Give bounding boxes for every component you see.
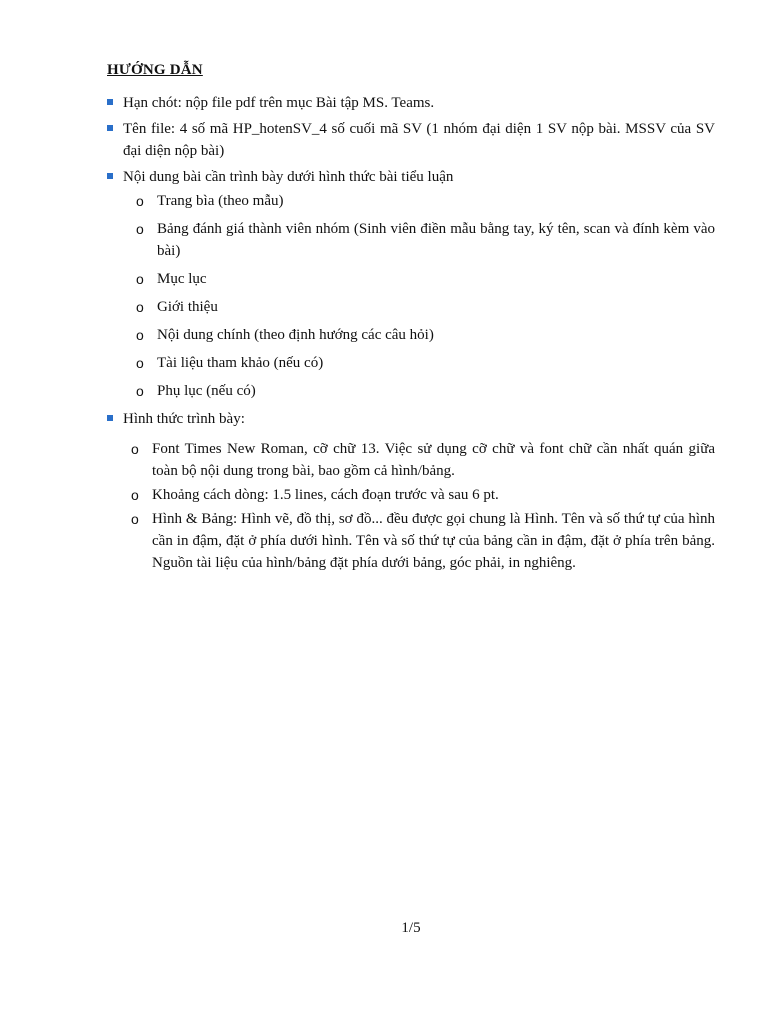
- sub-list-item: [123, 190, 715, 212]
- sub-list-item: [123, 324, 715, 346]
- instruction-list: [107, 92, 715, 578]
- sub-item-text: Khoảng cách dòng: 1.5 lines, cách đoạn trước và sau 6 pt.: [152, 487, 499, 503]
- circle-bullet-icon: o: [136, 383, 144, 399]
- square-bullet-icon: [107, 99, 113, 105]
- sub-item-text: Hình & Bảng: Hình vẽ, đồ thị, sơ đồ... đều được gọi chung là Hình. Tên và số thứ tự của hình cần in đậm, đặt ở phía dưới hình. Tên và số thứ tự của bảng cần in đậm, đặt ở phía trên bảng. Nguồn tài liệu của hình/bảng đặt phía dưới bảng, góc phải, in nghiêng.: [152, 511, 715, 571]
- list-item-text: Hạn chót: nộp file pdf trên mục Bài tập MS. Teams.: [123, 95, 435, 111]
- circle-bullet-icon: o: [131, 441, 139, 457]
- sub-list-item: [123, 484, 715, 506]
- circle-bullet-icon: o: [136, 221, 144, 237]
- sub-item-text: Tài liệu tham khảo (nếu có): [157, 355, 324, 371]
- sub-list-item: [123, 352, 715, 374]
- sub-item-text: Font Times New Roman, cỡ chữ 13. Việc sử dụng cỡ chữ và font chữ cần nhất quán giữa toàn bộ nội dung trong bài, bao gồm cả hình/bảng.: [152, 441, 715, 479]
- list-item: [107, 92, 715, 114]
- square-bullet-icon: [107, 125, 113, 131]
- circle-bullet-icon: o: [136, 327, 144, 343]
- sub-list-item: [123, 508, 715, 574]
- circle-bullet-icon: o: [131, 511, 139, 527]
- document-heading: HƯỚNG DẪN: [107, 62, 203, 78]
- sub-item-text: Trang bìa (theo mẫu): [157, 193, 284, 209]
- sub-list-item: [123, 380, 715, 402]
- list-item-text: Tên file: 4 số mã HP_hotenSV_4 số cuối mã SV (1 nhóm đại diện 1 SV nộp bài. MSSV của SV đại diện nộp bài): [123, 121, 715, 159]
- sub-item-text: Giới thiệu: [157, 299, 218, 315]
- page-number: 1/5: [401, 920, 421, 936]
- format-sublist: [123, 438, 715, 574]
- sub-list-item: [123, 296, 715, 318]
- circle-bullet-icon: o: [136, 193, 144, 209]
- content-sublist: [123, 190, 715, 402]
- circle-bullet-icon: o: [136, 299, 144, 315]
- circle-bullet-icon: o: [131, 487, 139, 503]
- sub-item-text: Phụ lục (nếu có): [157, 383, 256, 399]
- sub-list-item: [123, 438, 715, 482]
- list-item: [107, 408, 715, 574]
- list-item-text: Nội dung bài cần trình bày dưới hình thức bài tiểu luận: [123, 169, 454, 185]
- square-bullet-icon: [107, 173, 113, 179]
- square-bullet-icon: [107, 415, 113, 421]
- list-item: [107, 166, 715, 402]
- list-item: [107, 118, 715, 162]
- sub-item-text: Mục lục: [157, 271, 207, 287]
- sub-item-text: Bảng đánh giá thành viên nhóm (Sinh viên điền mẫu bằng tay, ký tên, scan và đính kèm vào bài): [157, 221, 715, 259]
- list-item-text: Hình thức trình bày:: [123, 411, 245, 427]
- circle-bullet-icon: o: [136, 271, 144, 287]
- circle-bullet-icon: o: [136, 355, 144, 371]
- sub-item-text: Nội dung chính (theo định hướng các câu hỏi): [157, 327, 434, 343]
- sub-list-item: [123, 218, 715, 262]
- sub-list-item: [123, 268, 715, 290]
